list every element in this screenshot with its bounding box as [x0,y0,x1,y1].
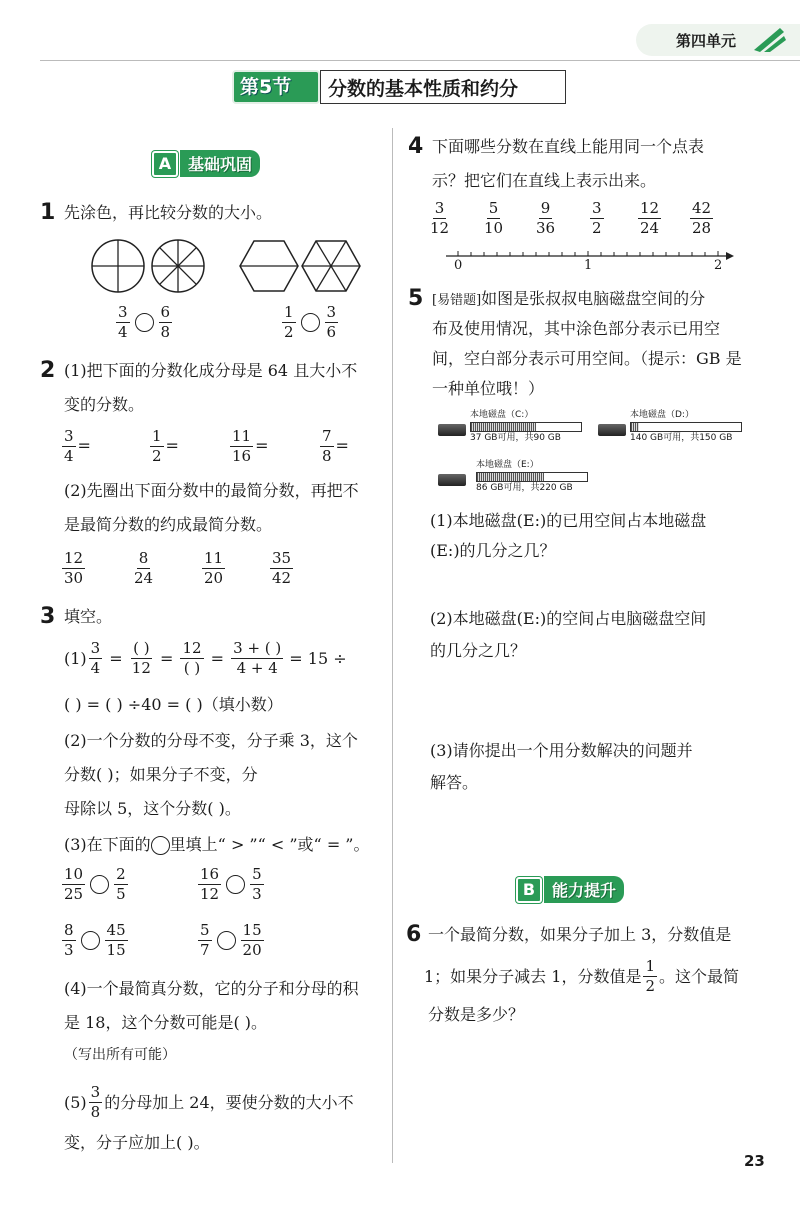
number-line-tick-0: 0 [454,258,463,273]
disk-used-fill [631,423,639,431]
fraction: $\frac{11}{20}$ [204,549,224,587]
section-a-badge [152,150,260,177]
hexagon-sixths-figure [300,238,362,294]
number-line-tick-2: 2 [714,258,723,273]
compare-circle[interactable] [301,313,320,332]
q4-fraction-row [426,200,726,240]
fraction: $\frac{5}{3}$ [252,865,262,903]
fraction: $\frac{7}{8}$ [322,427,332,465]
compare-circle[interactable] [81,931,100,950]
q4-line1: 下面哪些分数在直线上能用同一个点表 [432,137,705,156]
fraction: $\frac{35}{42}$ [272,549,292,587]
fraction: $\frac{9}{36}$ [536,199,556,237]
question-3-text: 填空。 [64,607,113,626]
q2-part1-line2: 变的分数。 [64,395,145,414]
disk-info: 140 GB可用，共150 GB [630,433,733,443]
fraction: $\frac{3}{8}$ [90,1083,101,1121]
question-2-number: 2 [40,358,56,383]
compare-circle[interactable] [90,875,109,894]
circle-quarters-figure [90,238,146,294]
section-title: 分数的基本性质和约分 [328,78,519,100]
fraction: $\frac{8}{3}$ [64,921,74,959]
q3-part4-line3: （写出所有可能） [64,1047,176,1063]
disk-used-fill [471,423,536,431]
q3-part2-line1: (2)一个分数的分母不变，分子乘 3，这个 [64,731,358,750]
hard-drive-icon [438,424,466,436]
q3-part2-line2: 分数( )；如果分子不变，分 [64,765,258,784]
q5-line1: [易错题]如图是张叔叔电脑磁盘空间的分 [432,289,706,308]
number-line-tick-1: 1 [584,258,593,273]
fraction: $\frac{( )}{12}$ [131,639,151,677]
q3-part5-line1: (5) $\frac{3}{8}$ 的分母加上 24，要使分数的大小不 [64,1083,354,1121]
circle-eighths-figure [150,238,206,294]
fraction: $\frac{1}{2}$ [284,303,294,341]
fraction: $\frac{3}{4}$ [64,427,74,465]
q3-part3-line1: (3)在下面的 里填上“ > ”“ < ”或“ = ”。 [64,835,370,854]
question-1-number: 1 [40,200,56,225]
fraction: $\frac{3}{4}$ [118,303,128,341]
fraction: $\frac{45}{15}$ [106,921,126,959]
q4-line2: 示？把它们在直线上表示出来。 [432,171,657,190]
section-b-badge [516,876,624,903]
question-1-text: 先涂色，再比较分数的大小。 [64,203,273,222]
q3-part1-line2: ( ) = ( ) ÷40 = ( )（填小数） [64,695,283,714]
q2-part1-line1: (1)把下面的分数化成分母是 64 且大小不 [64,361,358,380]
q5-part2-line2: 的几分之几？ [430,641,527,660]
disk-used-fill [477,473,544,481]
disk-c [438,410,588,444]
q3-part5-line2: 变，分子应加上( )。 [64,1133,210,1152]
question-5-number: 5 [408,286,424,311]
hard-drive-icon [438,474,466,486]
fraction: $\frac{16}{12}$ [200,865,220,903]
fraction: $\frac{6}{8}$ [160,303,171,341]
error-prone-tag: [易错题] [432,293,482,308]
q5-part1-line1: (1)本地磁盘(E:)的已用空间占本地磁盘 [430,511,707,530]
disk-info: 37 GB可用，共90 GB [470,433,561,443]
fraction: $\frac{1}{2}$ [645,957,655,995]
q3-part4-line1: (4)一个最简真分数，它的分子和分母的积 [64,979,359,998]
fraction: $\frac{11}{16}$ [232,427,252,465]
disk-usage-bar [470,422,582,432]
fraction: $\frac{42}{28}$ [692,199,712,237]
question-3-number: 3 [40,604,56,629]
disk-usage-bar [476,472,588,482]
fraction: $\frac{5}{10}$ [484,199,504,237]
disk-info: 86 GB可用，共220 GB [476,483,573,493]
q5-line4: 一种单位哦！） [432,379,545,398]
badge-a-letter: A [152,151,178,177]
hexagon-halves-figure [238,238,300,294]
circle-symbol-icon [151,836,170,855]
compare-circle[interactable] [217,931,236,950]
q1-compare-2 [280,304,340,341]
fraction: $\frac{12}{( )}$ [182,639,202,677]
disk-usage-bar [630,422,742,432]
disk-name: 本地磁盘（C:） [470,410,534,420]
page-number: 23 [744,1152,765,1170]
q6-line3: 分数是多少？ [428,1005,525,1024]
fraction: $\frac{15}{20}$ [242,921,262,959]
unit-logo-icon [752,24,788,54]
disk-name: 本地磁盘（E:） [476,460,539,470]
header-rule [40,60,800,61]
fraction: $\frac{3 + ( )}{4 + 4}$ [233,639,282,677]
unit-title: 第四单元 [676,32,737,50]
column-divider [392,128,393,1163]
q5-part3-line2: 解答。 [430,773,479,792]
question-4-number: 4 [408,134,424,159]
q5-line3: 间，空白部分表示可用空间。（提示：GB 是 [432,349,742,368]
q5-part1-line2: (E:)的几分之几？ [430,541,556,560]
fraction: $\frac{3}{4}$ [90,639,101,677]
disk-name: 本地磁盘（D:） [630,410,694,420]
q5-part2-line1: (2)本地磁盘(E:)的空间占电脑磁盘空间 [430,609,707,628]
q2-part2-line1: (2)先圈出下面分数中的最简分数，再把不 [64,481,359,500]
badge-a-label: 基础巩固 [180,150,260,177]
q6-line1: 一个最简分数，如果分子加上 3，分数值是 [428,925,732,944]
disk-d [598,410,748,444]
question-6-number: 6 [406,922,422,947]
q2-part2-line2: 是最简分数的约成最简分数。 [64,515,273,534]
q6-line2: 1；如果分子减去 1，分数值是 $\frac{1}{2}$ 。这个最简 [424,957,740,995]
fraction: $\frac{5}{7}$ [200,921,210,959]
hard-drive-icon [598,424,626,436]
fraction: $\frac{1}{2}$ [152,427,162,465]
badge-b-label: 能力提升 [544,876,624,903]
q1-compare-1 [114,304,174,341]
q3-part4-line2: 是 18，这个分数可能是( )。 [64,1013,268,1032]
fraction: $\frac{3}{6}$ [326,303,337,341]
badge-b-letter: B [516,877,542,903]
fraction: $\frac{12}{30}$ [64,549,84,587]
q5-line2: 布及使用情况，其中涂色部分表示已用空 [432,319,721,338]
fraction: $\frac{3}{2}$ [592,199,602,237]
q3-part1-line1: (1) $\frac{3}{4}$ = $\frac{( )}{12}$ = $\frac{12}{( )}$ = $\frac{3 + ( )}{4 + 4}$ = 15 ÷ [64,639,347,677]
fraction: $\frac{10}{25}$ [64,865,84,903]
compare-circle[interactable] [226,875,245,894]
fraction: $\frac{2}{5}$ [116,865,126,903]
fraction: $\frac{8}{24}$ [134,549,154,587]
q3-part2-line3: 母除以 5，这个分数( )。 [64,799,241,818]
compare-circle[interactable] [135,313,154,332]
disk-e [438,460,588,494]
section-number: 第5节 [240,76,292,98]
fraction: $\frac{3}{12}$ [430,199,450,237]
fraction: $\frac{12}{24}$ [640,199,660,237]
q5-part3-line1: (3)请你提出一个用分数解决的问题并 [430,741,693,760]
